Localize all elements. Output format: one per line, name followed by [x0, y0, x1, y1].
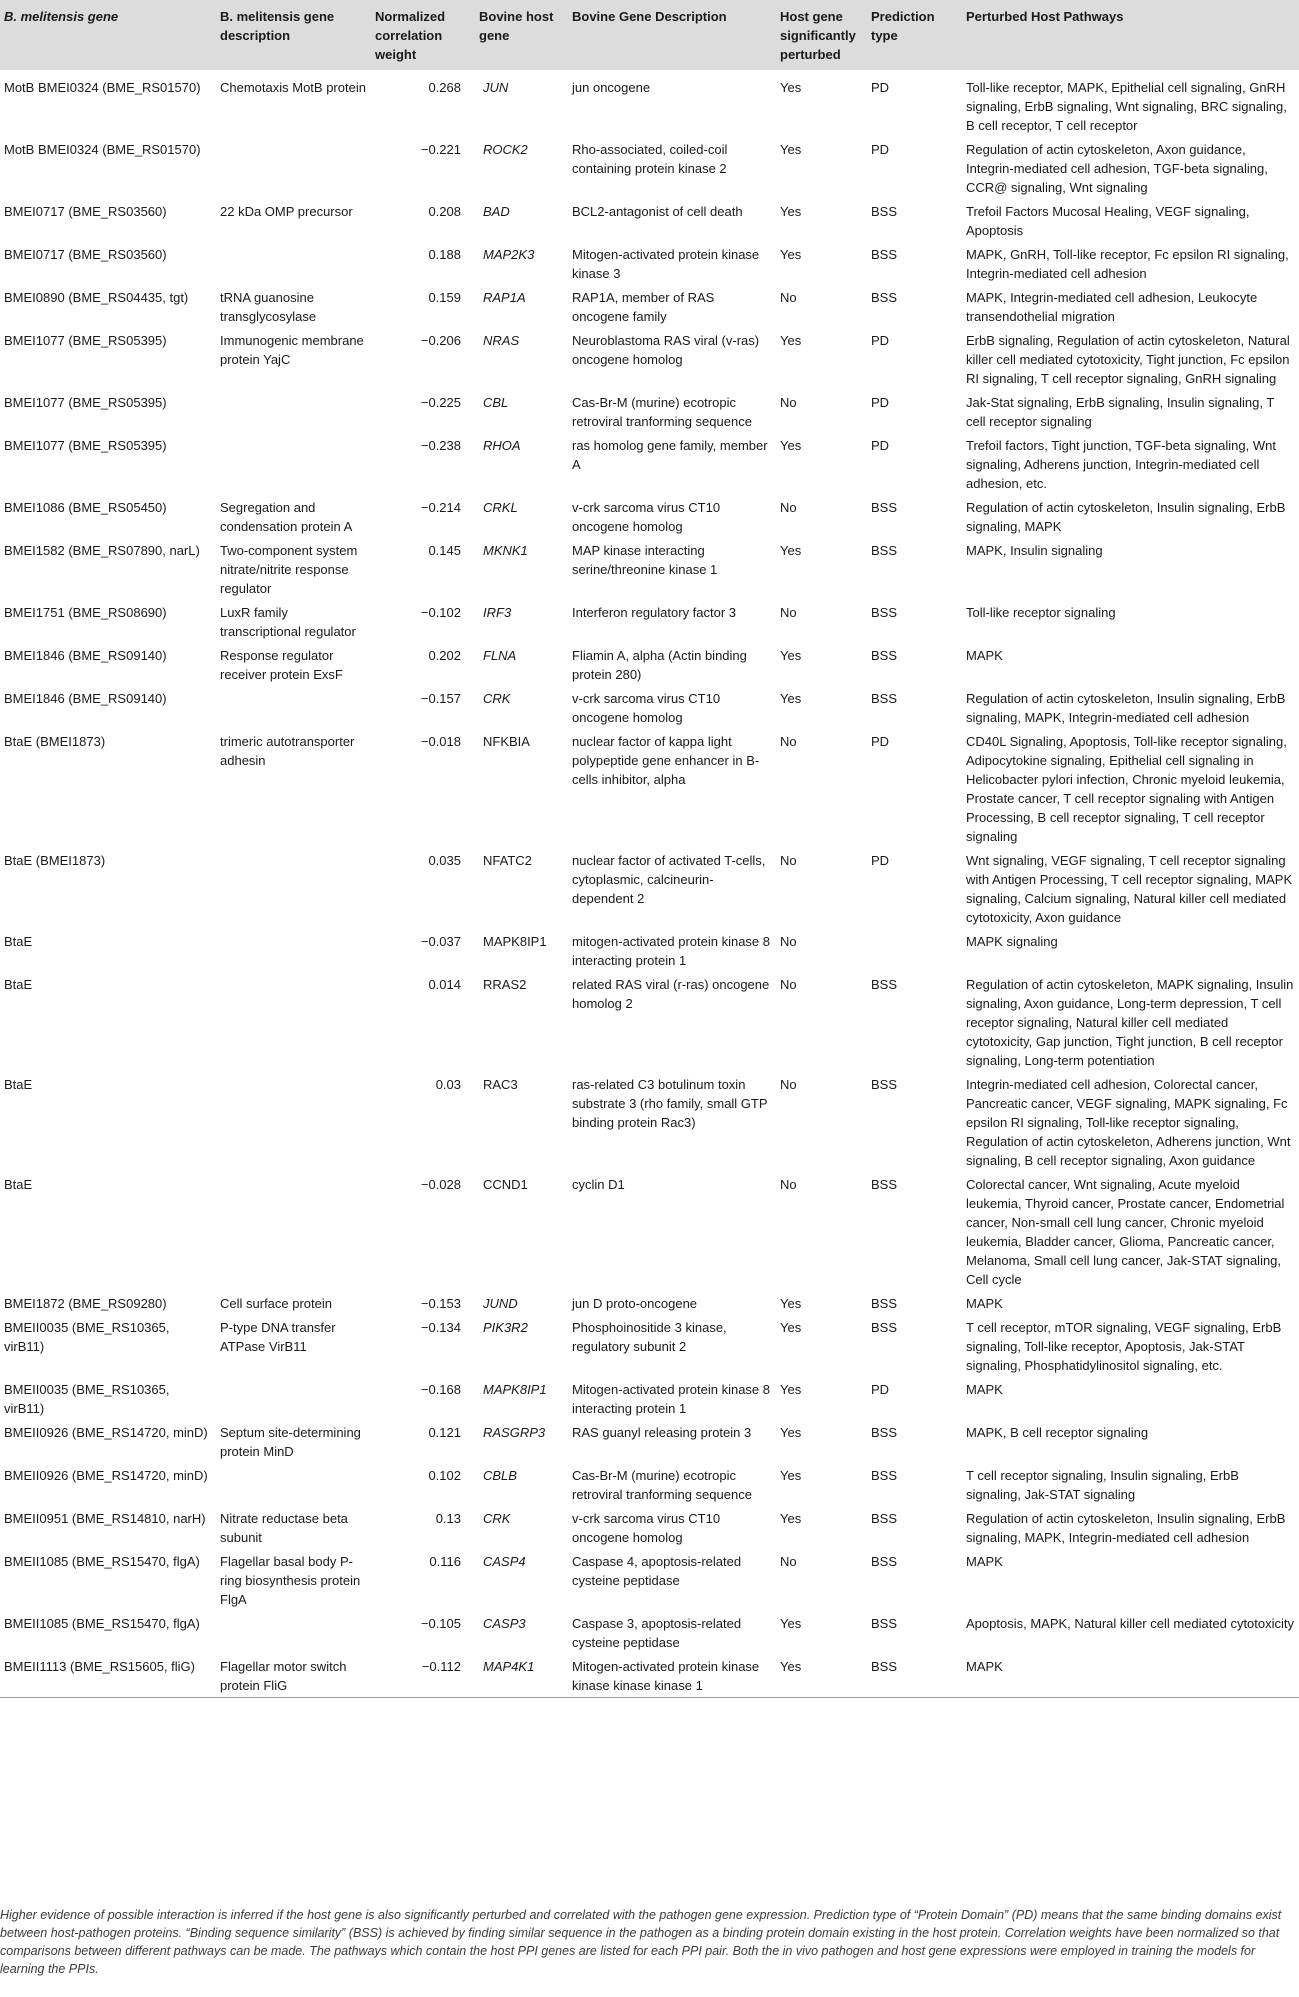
cell-prediction-type: BSS	[871, 1177, 898, 1192]
cell-correlation-weight: 0.102	[428, 1468, 461, 1483]
cell-prediction-type: BSS	[871, 605, 898, 620]
cell-correlation-weight: −0.112	[421, 1659, 461, 1674]
cell-host-description: cyclin D1	[572, 1177, 625, 1192]
table-row	[0, 1654, 1299, 1698]
cell-prediction-type: BSS	[871, 500, 898, 515]
cell-perturbed: Yes	[780, 543, 802, 558]
table-row	[0, 285, 1299, 328]
cell-gene-description	[216, 929, 371, 972]
cell-prediction-type: PD	[871, 438, 890, 453]
cell-host-gene: ROCK2	[483, 142, 528, 157]
cell-gene-description	[216, 1611, 371, 1654]
cell-host-description: Cas-Br-M (murine) ecotropic retroviral tranforming sequence	[572, 395, 752, 429]
table-row	[0, 538, 1299, 600]
cell-host-description: v-crk sarcoma virus CT10 oncogene homolog	[572, 1511, 721, 1545]
table-row	[0, 1549, 1299, 1611]
table-row	[0, 643, 1299, 686]
cell-pathogen-gene: BtaE (BMEI1873)	[4, 853, 106, 868]
cell-pathogen-gene: BtaE	[4, 934, 33, 949]
cell-gene-description: LuxR family transcriptional regulator	[220, 605, 356, 639]
cell-pathogen-gene: BMEII0926 (BME_RS14720, minD)	[4, 1468, 208, 1483]
cell-host-gene: RASGRP3	[483, 1425, 546, 1440]
cell-perturbed: Yes	[780, 691, 802, 706]
cell-host-gene: CRK	[483, 691, 511, 706]
cell-host-gene: FLNA	[483, 648, 517, 663]
cell-pathways: ErbB signaling, Regulation of actin cytoskeleton, Natural killer cell mediated cytotoxicity, Tight junction, Fc epsilon RI signaling, T cell receptor signaling, GnRH signaling	[966, 333, 1290, 386]
cell-gene-description: Immunogenic membrane protein YajC	[220, 333, 364, 367]
cell-prediction-type	[867, 929, 962, 972]
cell-gene-description	[216, 390, 371, 433]
cell-correlation-weight: 0.268	[428, 80, 461, 95]
cell-correlation-weight: 0.03	[435, 1077, 461, 1092]
header-pathways: Perturbed Host Pathways	[962, 0, 1299, 70]
cell-pathogen-gene: BMEI1077 (BME_RS05395)	[4, 438, 167, 453]
cell-host-description: nuclear factor of activated T-cells, cytoplasmic, calcineurin-dependent 2	[572, 853, 766, 906]
cell-prediction-type: PD	[871, 80, 890, 95]
cell-pathogen-gene: BMEII0035 (BME_RS10365, virB11)	[4, 1382, 170, 1416]
header-gene: B. melitensis gene	[0, 0, 216, 70]
header-row	[0, 0, 1299, 70]
cell-pathogen-gene: BMEII1085 (BME_RS15470, flgA)	[4, 1554, 200, 1569]
cell-pathways: Colorectal cancer, Wnt signaling, Acute myeloid leukemia, Thyroid cancer, Prostate cancer, Endometrial cancer, Non-small cell lung cancer, Chronic myeloid leukemia, Bladder cancer, Glioma, Pancreatic cancer, Melanoma, Small cell lung cancer, Jak-STAT signaling, Cell cycle	[966, 1177, 1285, 1287]
cell-gene-description: Flagellar basal body P-ring biosynthesis protein FlgA	[220, 1554, 361, 1607]
cell-prediction-type: BSS	[871, 691, 898, 706]
cell-perturbed: Yes	[780, 1468, 802, 1483]
cell-pathways: MAPK, B cell receptor signaling	[966, 1425, 1149, 1440]
cell-pathways: Regulation of actin cytoskeleton, Insulin signaling, ErbB signaling, MAPK, Integrin-mediated cell adhesion	[966, 1511, 1286, 1545]
cell-prediction-type: BSS	[871, 204, 898, 219]
cell-prediction-type: BSS	[871, 1296, 898, 1311]
cell-gene-description	[216, 686, 371, 729]
cell-perturbed: No	[780, 395, 797, 410]
cell-pathways: Toll-like receptor, MAPK, Epithelial cell signaling, GnRH signaling, ErbB signaling, Wnt signaling, BRC signaling, B cell receptor, T cell receptor	[966, 80, 1287, 133]
table-header	[0, 0, 1299, 70]
cell-gene-description: Flagellar motor switch protein FliG	[220, 1659, 347, 1693]
cell-pathways: Regulation of actin cytoskeleton, Axon guidance, Integrin-mediated cell adhesion, TGF-beta signaling, CCR@ signaling, Wnt signaling	[966, 142, 1268, 195]
cell-pathways: MAPK, GnRH, Toll-like receptor, Fc epsilon RI signaling, Integrin-mediated cell adhesion	[966, 247, 1289, 281]
cell-host-description: Phosphoinositide 3 kinase, regulatory subunit 2	[572, 1320, 727, 1354]
cell-perturbed: Yes	[780, 1425, 802, 1440]
cell-host-description: Caspase 3, apoptosis-related cysteine peptidase	[572, 1616, 742, 1650]
cell-host-description: RAP1A, member of RAS oncogene family	[572, 290, 715, 324]
cell-host-gene: CBL	[483, 395, 509, 410]
cell-perturbed: Yes	[780, 1616, 802, 1631]
cell-host-description: RAS guanyl releasing protein 3	[572, 1425, 752, 1440]
table-row	[0, 600, 1299, 643]
header-gene-description: B. melitensis gene description	[216, 0, 371, 70]
cell-host-gene: MAP4K1	[483, 1659, 535, 1674]
table-body	[0, 70, 1299, 1698]
cell-pathways: MAPK	[966, 1554, 1003, 1569]
header-perturbed: Host gene significantly perturbed	[776, 0, 867, 70]
cell-pathways: MAPK	[966, 1659, 1003, 1674]
cell-host-gene: JUND	[483, 1296, 518, 1311]
cell-host-gene: RAP1A	[483, 290, 526, 305]
cell-gene-description: Nitrate reductase beta subunit	[220, 1511, 348, 1545]
cell-prediction-type: PD	[871, 1382, 890, 1397]
cell-prediction-type: BSS	[871, 247, 898, 262]
cell-host-description: MAP kinase interacting serine/threonine kinase 1	[572, 543, 718, 577]
cell-perturbed: Yes	[780, 1659, 802, 1674]
cell-pathways: Jak-Stat signaling, ErbB signaling, Insulin signaling, T cell receptor signaling	[966, 395, 1275, 429]
cell-gene-description: Segregation and condensation protein A	[220, 500, 353, 534]
cell-perturbed: No	[780, 853, 797, 868]
cell-pathogen-gene: BMEII1085 (BME_RS15470, flgA)	[4, 1616, 200, 1631]
cell-correlation-weight: −0.238	[420, 438, 461, 453]
cell-pathogen-gene: BMEI1077 (BME_RS05395)	[4, 395, 167, 410]
cell-pathogen-gene: BMEI1582 (BME_RS07890, narL)	[4, 543, 200, 558]
cell-correlation-weight: −0.225	[420, 395, 461, 410]
cell-perturbed: No	[780, 605, 797, 620]
cell-correlation-weight: −0.018	[420, 734, 461, 749]
cell-host-gene: CBLB	[483, 1468, 517, 1483]
cell-gene-description	[216, 1172, 371, 1291]
cell-perturbed: No	[780, 977, 797, 992]
cell-pathways: Regulation of actin cytoskeleton, MAPK signaling, Insulin signaling, Axon guidance, Long-term depression, T cell receptor signaling, Natural killer cell mediated cytotoxicity, Gap junction, Tight junction, B cell receptor signaling, Long-term potentiation	[966, 977, 1294, 1068]
cell-pathways: Toll-like receptor signaling	[966, 605, 1116, 620]
cell-perturbed: No	[780, 934, 797, 949]
cell-pathways: MAPK	[966, 648, 1003, 663]
cell-pathogen-gene: MotB BMEI0324 (BME_RS01570)	[4, 80, 201, 95]
cell-correlation-weight: 0.035	[428, 853, 461, 868]
cell-correlation-weight: −0.214	[420, 500, 461, 515]
cell-perturbed: Yes	[780, 1320, 802, 1335]
table-footnote: Higher evidence of possible interaction is inferred if the host gene is also significantly perturbed and correlated with the pathogen gene expression. Prediction type of “Protein Domain” (PD) means that the same binding domains exist between host-pathogen proteins. “Binding sequence similarity” (BSS) is achieved by finding similar sequence in the pathogen as a binding protein domain existing in the host protein. Correlation weights have been normalized so that comparisons between different pathways can be made. The pathways which contain the host PPI genes are listed for each PPI pair. Both the in vivo pathogen and host gene expressions were employed in training the models for learning the PPIs.	[0, 1908, 1282, 1976]
cell-host-description: ras-related C3 botulinum toxin substrate 3 (rho family, small GTP binding protein Rac3)	[572, 1077, 768, 1130]
cell-correlation-weight: 0.188	[428, 247, 461, 262]
table-row	[0, 433, 1299, 495]
cell-pathogen-gene: MotB BMEI0324 (BME_RS01570)	[4, 142, 201, 157]
cell-host-gene: IRF3	[483, 605, 512, 620]
cell-correlation-weight: 0.014	[428, 977, 461, 992]
cell-perturbed: Yes	[780, 247, 802, 262]
cell-prediction-type: BSS	[871, 1425, 898, 1440]
cell-gene-description	[216, 242, 371, 285]
cell-pathways: MAPK	[966, 1296, 1003, 1311]
cell-host-description: Mitogen-activated protein kinase kinase 3	[572, 247, 760, 281]
table-row	[0, 242, 1299, 285]
cell-host-gene: RHOA	[483, 438, 521, 453]
table-row	[0, 972, 1299, 1072]
cell-host-description: Rho-associated, coiled-coil containing protein kinase 2	[572, 142, 728, 176]
cell-pathways: Integrin-mediated cell adhesion, Colorectal cancer, Pancreatic cancer, VEGF signaling, MAPK signaling, Fc epsilon RI signaling, Toll-like receptor signaling, Regulation of actin cytoskeleton, Adherens junction, Wnt signaling, B cell receptor signaling, Axon guidance	[966, 1077, 1291, 1168]
table-row	[0, 1315, 1299, 1377]
table-row	[0, 328, 1299, 390]
cell-pathogen-gene: BtaE	[4, 1177, 33, 1192]
cell-correlation-weight: 0.202	[428, 648, 461, 663]
cell-prediction-type: PD	[871, 395, 890, 410]
cell-pathogen-gene: BMEI0717 (BME_RS03560)	[4, 204, 167, 219]
cell-pathogen-gene: BtaE	[4, 977, 33, 992]
cell-host-description: Neuroblastoma RAS viral (v-ras) oncogene homolog	[572, 333, 760, 367]
table-row	[0, 1172, 1299, 1291]
table-row	[0, 199, 1299, 242]
cell-correlation-weight: −0.157	[420, 691, 461, 706]
cell-host-description: nuclear factor of kappa light polypeptide gene enhancer in B-cells inhibitor, alpha	[572, 734, 760, 787]
cell-correlation-weight: 0.145	[428, 543, 461, 558]
cell-gene-description	[216, 848, 371, 929]
cell-pathways: Apoptosis, MAPK, Natural killer cell mediated cytotoxicity	[966, 1616, 1295, 1631]
cell-pathways: MAPK	[966, 1382, 1003, 1397]
cell-gene-description	[216, 137, 371, 199]
cell-host-description: jun oncogene	[572, 80, 651, 95]
cell-pathogen-gene: BMEI1872 (BME_RS09280)	[4, 1296, 167, 1311]
cell-perturbed: No	[780, 1177, 797, 1192]
cell-prediction-type: BSS	[871, 290, 898, 305]
cell-prediction-type: BSS	[871, 1077, 898, 1092]
cell-pathways: MAPK, Insulin signaling	[966, 543, 1103, 558]
cell-pathways: T cell receptor signaling, Insulin signaling, ErbB signaling, Jak-STAT signaling	[966, 1468, 1239, 1502]
cell-host-description: v-crk sarcoma virus CT10 oncogene homolog	[572, 691, 721, 725]
cell-host-description: mitogen-activated protein kinase 8 interacting protein 1	[572, 934, 771, 968]
table-row	[0, 929, 1299, 972]
cell-perturbed: No	[780, 290, 797, 305]
cell-correlation-weight: 0.159	[428, 290, 461, 305]
cell-correlation-weight: −0.221	[420, 142, 461, 157]
cell-host-gene: BAD	[483, 204, 510, 219]
cell-correlation-weight: −0.028	[420, 1177, 461, 1192]
cell-correlation-weight: 0.116	[429, 1554, 461, 1569]
cell-host-gene: CASP4	[483, 1554, 526, 1569]
cell-host-gene: CRKL	[483, 500, 518, 515]
cell-host-gene: RRAS2	[483, 977, 527, 992]
cell-host-description: v-crk sarcoma virus CT10 oncogene homolog	[572, 500, 721, 534]
cell-host-gene: NFATC2	[483, 853, 532, 868]
cell-prediction-type: BSS	[871, 543, 898, 558]
cell-host-description: Mitogen-activated protein kinase 8 interacting protein 1	[572, 1382, 771, 1416]
table-row	[0, 1420, 1299, 1463]
table-row	[0, 1291, 1299, 1315]
cell-pathogen-gene: BtaE (BMEI1873)	[4, 734, 106, 749]
cell-prediction-type: BSS	[871, 1616, 898, 1631]
cell-pathways: CD40L Signaling, Apoptosis, Toll-like receptor signaling, Adipocytokine signaling, Epithelial cell signaling in Helicobacter pylori infection, Chronic myeloid leukemia, Prostate cancer, T cell receptor signaling with Antigen Processing, B cell receptor signaling, T cell receptor signaling	[966, 734, 1287, 844]
cell-pathways: Regulation of actin cytoskeleton, Insulin signaling, ErbB signaling, MAPK	[966, 500, 1286, 534]
cell-perturbed: Yes	[780, 1296, 802, 1311]
cell-gene-description	[216, 1072, 371, 1172]
cell-gene-description: 22 kDa OMP precursor	[220, 204, 353, 219]
cell-host-gene: PIK3R2	[483, 1320, 528, 1335]
cell-gene-description: Cell surface protein	[220, 1296, 332, 1311]
cell-correlation-weight: −0.102	[420, 605, 461, 620]
cell-host-description: Caspase 4, apoptosis-related cysteine peptidase	[572, 1554, 742, 1588]
cell-gene-description: Septum site-determining protein MinD	[220, 1425, 361, 1459]
cell-host-gene: NFKBIA	[483, 734, 530, 749]
cell-correlation-weight: −0.206	[420, 333, 461, 348]
cell-host-gene: MAPK8IP1	[483, 934, 547, 949]
cell-gene-description: trimeric autotransporter adhesin	[220, 734, 355, 768]
cell-gene-description: Response regulator receiver protein ExsF	[220, 648, 343, 682]
table-row	[0, 495, 1299, 538]
cell-correlation-weight: 0.208	[428, 204, 461, 219]
cell-pathogen-gene: BMEI1751 (BME_RS08690)	[4, 605, 167, 620]
cell-pathways: Trefoil factors, Tight junction, TGF-beta signaling, Wnt signaling, Adherens junction, Integrin-mediated cell adhesion, etc.	[966, 438, 1276, 491]
cell-perturbed: No	[780, 500, 797, 515]
cell-host-gene: RAC3	[483, 1077, 518, 1092]
table-row	[0, 848, 1299, 929]
cell-pathways: Wnt signaling, VEGF signaling, T cell receptor signaling with Antigen Processing, T cell receptor signaling, MAPK signaling, Calcium signaling, Natural killer cell mediated cytotoxicity, Axon guidance	[966, 853, 1293, 925]
cell-pathogen-gene: BMEII0035 (BME_RS10365, virB11)	[4, 1320, 170, 1354]
header-host-gene: Bovine host gene	[475, 0, 568, 70]
cell-perturbed: No	[780, 734, 797, 749]
cell-perturbed: Yes	[780, 333, 802, 348]
cell-pathogen-gene: BMEII0951 (BME_RS14810, narH)	[4, 1511, 206, 1526]
cell-pathogen-gene: BMEII1113 (BME_RS15605, fliG)	[4, 1659, 195, 1674]
cell-pathways: Regulation of actin cytoskeleton, Insulin signaling, ErbB signaling, MAPK, Integrin-mediated cell adhesion	[966, 691, 1286, 725]
cell-perturbed: Yes	[780, 1511, 802, 1526]
cell-prediction-type: BSS	[871, 1554, 898, 1569]
cell-host-gene: MAP2K3	[483, 247, 535, 262]
cell-host-description: related RAS viral (r-ras) oncogene homolog 2	[572, 977, 770, 1011]
cell-host-gene: CCND1	[483, 1177, 528, 1192]
table-row	[0, 137, 1299, 199]
cell-pathogen-gene: BMEII0926 (BME_RS14720, minD)	[4, 1425, 208, 1440]
cell-host-description: Interferon regulatory factor 3	[572, 605, 737, 620]
cell-correlation-weight: 0.121	[428, 1425, 461, 1440]
cell-host-description: BCL2-antagonist of cell death	[572, 204, 743, 219]
table-row	[0, 1463, 1299, 1506]
table-row	[0, 729, 1299, 848]
cell-host-gene: MKNK1	[483, 543, 528, 558]
cell-prediction-type: BSS	[871, 648, 898, 663]
cell-pathways: Trefoil Factors Mucosal Healing, VEGF signaling, Apoptosis	[966, 204, 1250, 238]
header-host-description: Bovine Gene Description	[568, 0, 776, 70]
table-row	[0, 390, 1299, 433]
cell-host-description: jun D proto-oncogene	[572, 1296, 698, 1311]
cell-gene-description: tRNA guanosine transglycosylase	[220, 290, 317, 324]
cell-host-description: ras homolog gene family, member A	[572, 438, 768, 472]
cell-host-description: Cas-Br-M (murine) ecotropic retroviral tranforming sequence	[572, 1468, 752, 1502]
cell-prediction-type: BSS	[871, 1320, 898, 1335]
cell-pathways: MAPK signaling	[966, 934, 1058, 949]
cell-correlation-weight: −0.105	[420, 1616, 461, 1631]
cell-gene-description	[216, 1377, 371, 1420]
cell-correlation-weight: −0.134	[420, 1320, 461, 1335]
cell-pathogen-gene: BMEI0890 (BME_RS04435, tgt)	[4, 290, 189, 305]
cell-prediction-type: BSS	[871, 1659, 898, 1674]
cell-prediction-type: PD	[871, 142, 890, 157]
cell-perturbed: No	[780, 1077, 797, 1092]
cell-gene-description	[216, 433, 371, 495]
cell-prediction-type: BSS	[871, 1468, 898, 1483]
cell-perturbed: Yes	[780, 80, 802, 95]
cell-pathways: T cell receptor, mTOR signaling, VEGF signaling, ErbB signaling, Toll-like receptor, Apoptosis, Jak-STAT signaling, Phosphatidylinositol signaling, etc.	[966, 1320, 1282, 1373]
cell-correlation-weight: 0.13	[435, 1511, 461, 1526]
cell-host-gene: MAPK8IP1	[483, 1382, 547, 1397]
cell-prediction-type: PD	[871, 853, 890, 868]
cell-perturbed: Yes	[780, 1382, 802, 1397]
cell-prediction-type: BSS	[871, 977, 898, 992]
cell-pathogen-gene: BMEI0717 (BME_RS03560)	[4, 247, 167, 262]
cell-host-gene: CASP3	[483, 1616, 526, 1631]
cell-pathogen-gene: BMEI1077 (BME_RS05395)	[4, 333, 167, 348]
header-correlation: Normalized correlation weight	[371, 0, 475, 70]
table-row	[0, 686, 1299, 729]
table-row	[0, 1377, 1299, 1420]
cell-pathogen-gene: BMEI1086 (BME_RS05450)	[4, 500, 167, 515]
cell-prediction-type: BSS	[871, 1511, 898, 1526]
cell-host-gene: JUN	[483, 80, 509, 95]
cell-correlation-weight: −0.037	[420, 934, 461, 949]
table-row	[0, 70, 1299, 137]
cell-pathogen-gene: BtaE	[4, 1077, 33, 1092]
cell-perturbed: Yes	[780, 204, 802, 219]
cell-pathogen-gene: BMEI1846 (BME_RS09140)	[4, 648, 167, 663]
cell-host-gene: NRAS	[483, 333, 520, 348]
cell-pathogen-gene: BMEI1846 (BME_RS09140)	[4, 691, 167, 706]
cell-correlation-weight: −0.168	[420, 1382, 461, 1397]
table-row	[0, 1072, 1299, 1172]
cell-prediction-type: PD	[871, 734, 890, 749]
table-row	[0, 1506, 1299, 1549]
header-prediction-type: Prediction type	[867, 0, 962, 70]
cell-host-description: Mitogen-activated protein kinase kinase kinase kinase 1	[572, 1659, 760, 1693]
cell-prediction-type: PD	[871, 333, 890, 348]
cell-gene-description: Two-component system nitrate/nitrite response regulator	[220, 543, 358, 596]
cell-gene-description	[216, 972, 371, 1072]
cell-perturbed: No	[780, 1554, 797, 1569]
table-row	[0, 1611, 1299, 1654]
cell-gene-description	[216, 1463, 371, 1506]
cell-pathways: MAPK, Integrin-mediated cell adhesion, Leukocyte transendothelial migration	[966, 290, 1258, 324]
cell-perturbed: Yes	[780, 142, 802, 157]
cell-host-gene: CRK	[483, 1511, 511, 1526]
cell-gene-description: P-type DNA transfer ATPase VirB11	[220, 1320, 336, 1354]
cell-perturbed: Yes	[780, 648, 802, 663]
cell-correlation-weight: −0.153	[420, 1296, 461, 1311]
cell-host-description: Fliamin A, alpha (Actin binding protein 280)	[572, 648, 747, 682]
cell-gene-description: Chemotaxis MotB protein	[220, 80, 366, 95]
cell-perturbed: Yes	[780, 438, 802, 453]
